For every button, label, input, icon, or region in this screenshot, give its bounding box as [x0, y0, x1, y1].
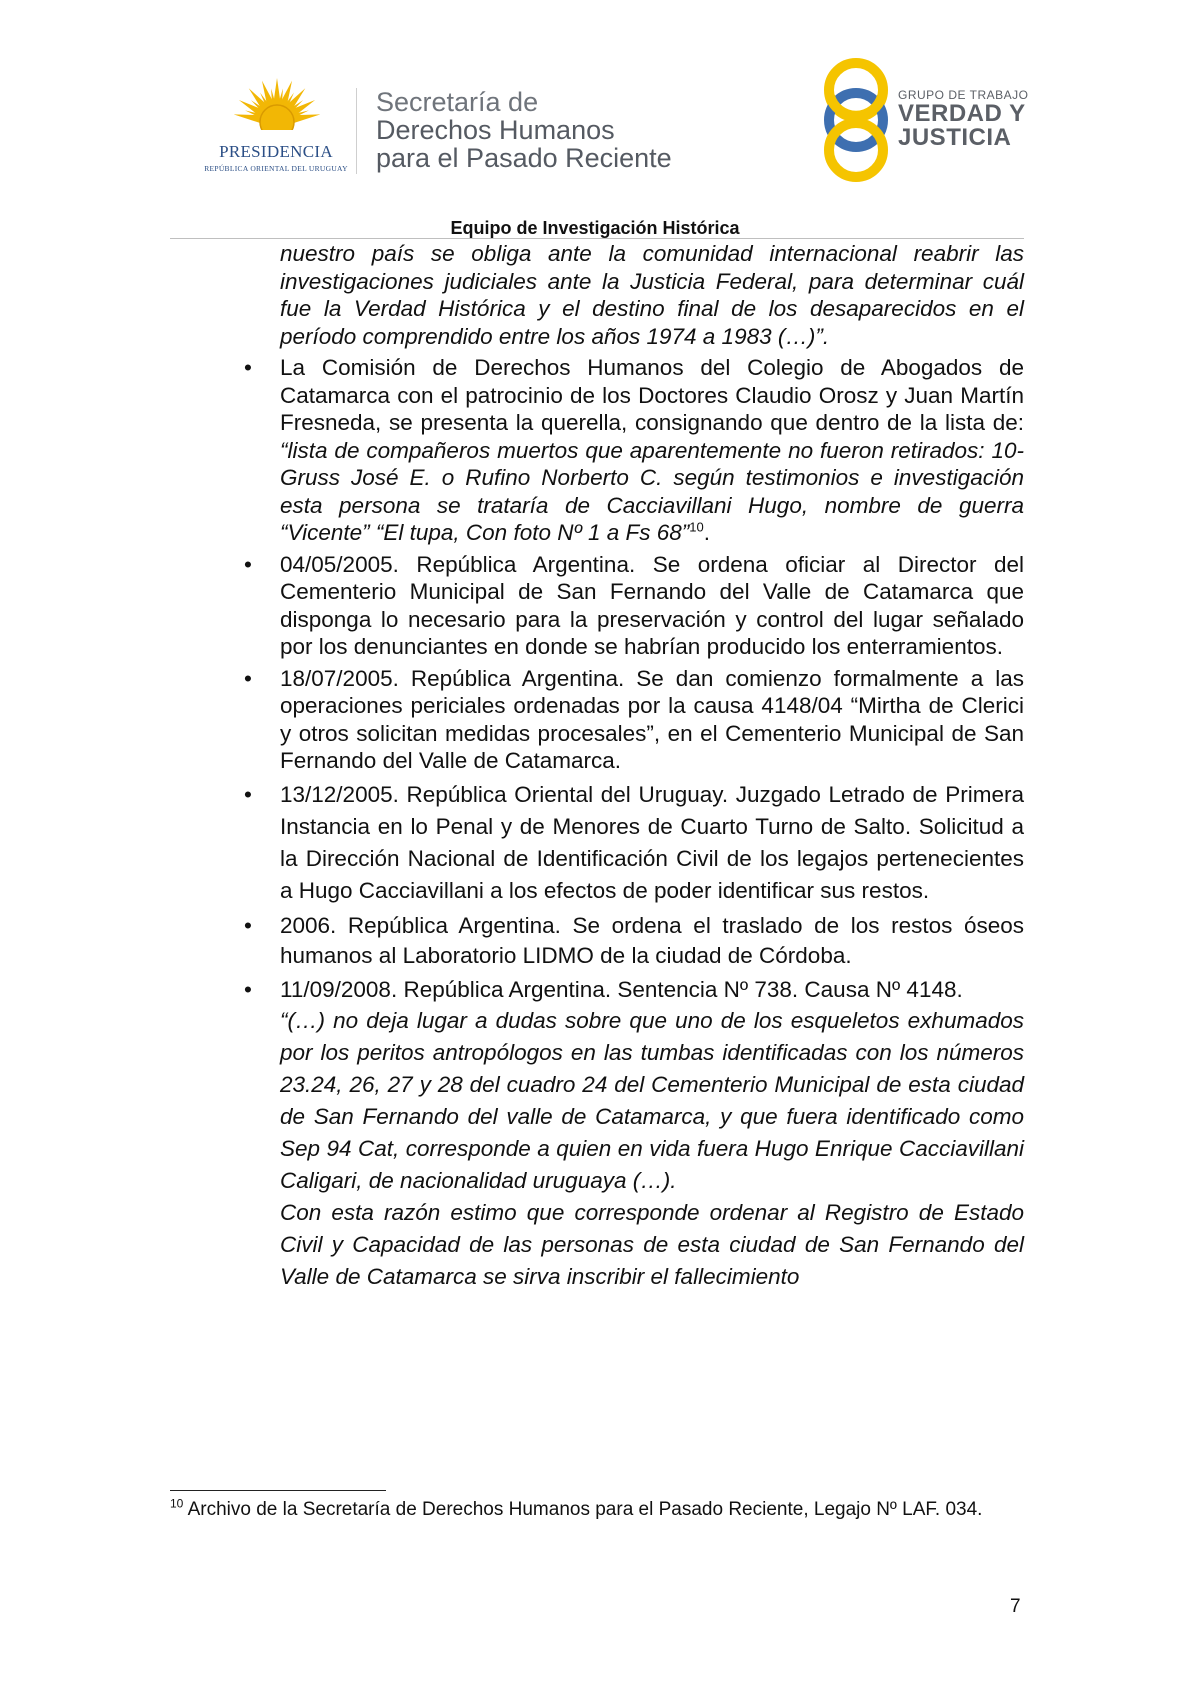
- list-item: [244, 911, 1024, 971]
- list-item: [244, 779, 1024, 907]
- gtvj-line-3: JUSTICIA: [898, 124, 1012, 151]
- list-item-text: 2006. República Argentina. Se ordena el traslado de los restos óseos humanos al Laboratorio LIDMO de la ciudad de Córdoba.: [280, 912, 1024, 968]
- presidencia-name: PRESIDENCIA: [219, 142, 333, 161]
- sun-emblem-icon: [234, 78, 320, 138]
- list-item-tail: .: [703, 520, 710, 545]
- presidencia-subtitle: REPÚBLICA ORIENTAL DEL URUGUAY: [204, 164, 348, 173]
- bullet-icon: •: [244, 355, 252, 380]
- list-item: [244, 354, 1024, 547]
- list-item-text: 11/09/2008. República Argentina. Sentencia Nº 738. Causa Nº 4148.: [280, 976, 963, 1002]
- bullet-icon: •: [244, 976, 252, 1002]
- intro-quote: nuestro país se obliga ante la comunidad internacional reabrir las investigaciones judiciales ante la Justicia Federal, para determinar cuál fue la Verdad Histórica y el destino final de los desaparecidos en el período comprendido entre los años 1974 a 1983 (…)”.: [280, 241, 1024, 349]
- list-item: [244, 551, 1024, 661]
- list-item-text: 13/12/2005. República Oriental del Uruguay. Juzgado Letrado de Primera Instancia en lo Penal y de Menores de Cuarto Turno de Salto. Solicitud a la Dirección Nacional de Identificación Civil de los legajos pertenecientes a Hugo Cacciavillani a los efectos de poder identificar sus restos.: [280, 781, 1024, 903]
- secretaria-line-3: para el Pasado Reciente: [376, 143, 672, 173]
- verdad-justicia-logo-text: [898, 88, 1028, 150]
- logo-divider: [356, 88, 357, 174]
- bullet-icon: •: [244, 912, 252, 938]
- footnote: [170, 1495, 1024, 1525]
- gtvj-line-2: VERDAD Y: [898, 100, 1026, 127]
- chronology-list: [244, 354, 1024, 1005]
- list-item: [244, 665, 1024, 775]
- footnote-number: 10: [170, 1496, 184, 1511]
- verdad-justicia-rings-icon: [816, 56, 896, 182]
- page-number: 7: [1010, 1596, 1021, 1617]
- running-head: Equipo de Investigación Histórica: [450, 218, 740, 238]
- page-body: [244, 240, 1024, 1293]
- secretaria-line-2: Derechos Humanos: [376, 115, 615, 145]
- bullet-icon: •: [244, 781, 252, 807]
- footnote-text: Archivo de la Secretaría de Derechos Humanos para el Pasado Reciente, Legajo Nº LAF. 034.: [183, 1499, 983, 1520]
- list-item-text: La Comisión de Derechos Humanos del Colegio de Abogados de Catamarca con el patrocinio de los Doctores Claudio Orosz y Juan Martín Fresneda, se presenta la querella, consignando que dentro de la lista de:: [280, 355, 1024, 435]
- sentence-quote: “(…) no deja lugar a dudas sobre que uno de los esqueletos exhumados por los peritos antropólogos en las tumbas identificadas con los números 23.24, 26, 27 y 28 del cuadro 24 del Cementerio Municipal de esta ciudad de San Fernando del valle de Catamarca, y que fuera identificado como Sep 94 Cat, corresponde a quien en vida fuera Hugo Enrique Cacciavillani Caligari, de nacionalidad uruguaya (…).: [280, 1007, 1024, 1193]
- list-item-text: 18/07/2005. República Argentina. Se dan comienzo formalmente a las operaciones periciales ordenadas por la causa 4148/04 “Mirtha de Clerici y otros solicitan medidas procesales”, en el Cementerio Municipal de San Fernando del Valle de Catamarca.: [280, 665, 1024, 773]
- list-item: [244, 975, 1024, 1005]
- gtvj-line-1: GRUPO DE TRABAJO: [898, 88, 1029, 102]
- bullet-icon: •: [244, 551, 252, 577]
- bullet-icon: •: [244, 665, 252, 691]
- secretaria-logo-text: [376, 88, 672, 172]
- closing-quote: Con esta razón estimo que corresponde ordenar al Registro de Estado Civil y Capacidad de las personas de esta ciudad de San Fernando del Valle de Catamarca se sirva inscribir el fallecimiento: [280, 1199, 1024, 1289]
- presidencia-logo: [196, 78, 356, 178]
- list-item-text: 04/05/2005. República Argentina. Se ordena oficiar al Director del Cementerio Municipal de San Fernando del Valle de Catamarca que disponga lo necesario para la preservación y control del lugar señalado por los denunciantes en donde se habrían producido los enterramientos.: [280, 551, 1024, 659]
- secretaria-line-1: Secretaría de: [376, 87, 539, 117]
- footnote-ref[interactable]: 10: [689, 519, 704, 535]
- header-rule: [170, 238, 1024, 239]
- footnote-rule: [170, 1490, 386, 1491]
- list-item-quote: “lista de compañeros muertos que aparentemente no fueron retirados: 10- Gruss José E. o Rufino Norberto C. según testimonios e investigación esta persona se trataría de Cacciavillani Hugo, nombre de guerra “Vicente” “El tupa, Con foto Nº 1 a Fs 68”: [280, 437, 1024, 545]
